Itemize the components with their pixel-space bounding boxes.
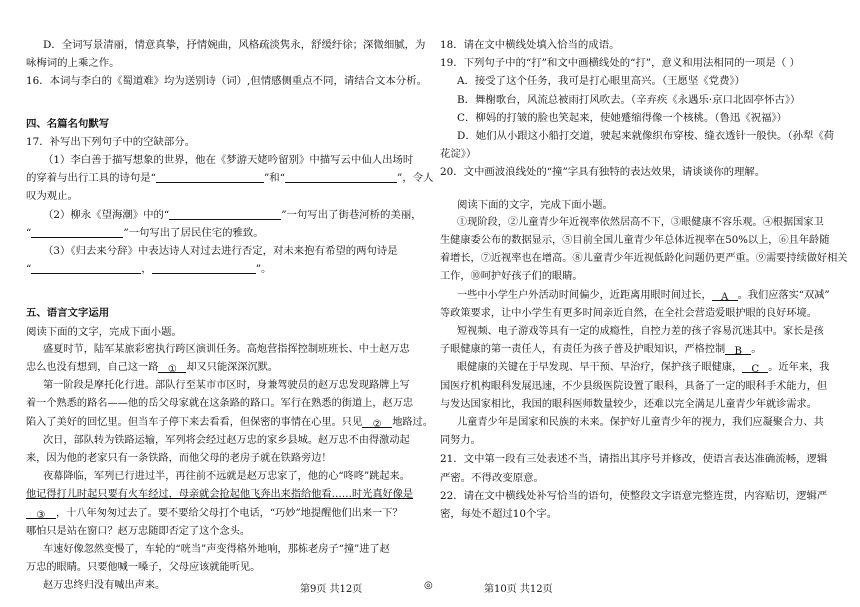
text: 。 (751, 344, 762, 356)
right-column (440, 36, 848, 523)
passage-line: 赵万忠终归没有喊出声来。 (43, 580, 166, 592)
q19-option-d-cont: 花淀》） (440, 148, 477, 161)
passage-line (26, 505, 416, 523)
blank-letter: B (734, 346, 742, 358)
passage-line: 盛夏时节，陆军某旅彩密执行跨区演训任务。高炮营指挥控制班班长、中士赵万忠 (43, 343, 410, 355)
text: ， (141, 263, 152, 276)
q17-part3-line1: （3）《归去来兮辞》中表达诗人对过去进行否定，对未来抱有希望的两句诗是 (43, 245, 398, 258)
passage2-line: ①现阶段，②儿童青少年近视率依然居高不下，③眼健康不容乐观。④根据国家卫 (457, 216, 824, 228)
passage2-line: 国医疗机构眼科发展迅速，不少县级医院设置了眼科，具备了一定的眼科手术能力，但 (440, 380, 828, 392)
text: 地路过。 (392, 416, 433, 428)
answer-blank[interactable] (152, 262, 256, 274)
blank-letter: A (721, 291, 729, 303)
passage-line: 着一个熟悉的路名——他的岳父母家就在这条路的路口。军行在熟悉的街道上，赵万忠 (26, 398, 414, 410)
passage-line: 夜幕降临，军列已行进过半，再往前不远就是赵万忠家了，他的心“咚咚”跳起来。 (43, 471, 410, 483)
passage2-line: 等政策要求，让中小学生有更多时间亲近自然，在全社会营造爱眼护眼的良好环境。 (440, 307, 817, 319)
text: “ (26, 226, 32, 239)
text: ，十八年匆匆过去了。要不要给父母打个电话，“巧妙”地提醒他们出来一下？ (56, 507, 403, 519)
passage-line: 哪怕只是站在窗口？赵万忠随即否定了这个念头。 (26, 525, 251, 537)
passage2-line (440, 287, 840, 305)
section-heading-4: 四、名篇名句默写 (26, 117, 110, 130)
passage-line (26, 359, 416, 377)
passage-line: 车速好像忽然变慢了，车轮的“咣当”声变得格外地响，那栋老房子“撞”进了赵 (43, 544, 390, 556)
text: ”。 (255, 263, 272, 276)
question-20: 20．文中画波浪线处的“撞”字具有独特的表达效果，请谈谈你的理解。 (440, 166, 766, 179)
passage2-line: 生健康委公布的数据显示，⑤目前全国儿童青少年总体近视率在50%以上，⑥且年龄随 (440, 235, 830, 247)
q17-part2-line1 (26, 206, 422, 224)
text: 的穿着与出行工具的诗句是“ (26, 172, 156, 185)
text: ”和“ (264, 172, 286, 185)
question-21-cont: 严密。不得改变原意。 (440, 471, 544, 484)
q17-part3-line2 (26, 260, 416, 278)
answer-blank[interactable] (285, 171, 397, 183)
text: 却又只能深深沉默。 (186, 362, 279, 374)
question-22-cont: 密，每处不超过10个字。 (440, 508, 558, 521)
question-17: 17．补写出下列句子中的空缺部分。 (26, 135, 196, 148)
passage2-line: 着增长，⑦近视率也在增高。⑧儿童青少年近视低龄化问题仍更严重。⑨需要持续做好相关 (440, 253, 848, 265)
passage2-line: 儿童青少年是国家和民族的未来。保护好儿童青少年的视力，我们应凝聚合力、共 (457, 417, 824, 429)
passage-line: 万忠的眼睛。只要他喊一嗓子，父母应该就能听见。 (26, 562, 261, 574)
blank-c[interactable] (742, 361, 768, 376)
q17-part1-line3: 叹为观止。 (26, 190, 78, 203)
blank-number: ③ (36, 509, 46, 521)
q17-part2-line2 (26, 224, 416, 242)
q15-option-d: D．全词写景清丽，情意真挚，抒情婉曲，风格疏淡隽永，舒缓纡徐；深微细腻，为 (43, 39, 426, 51)
blank-number: ② (372, 418, 382, 430)
text: 眼健康的关键在于早发现、早干预、早治疗，保护孩子眼健康， (457, 362, 743, 374)
text: 陷入了美好的回忆里。但当车子停下来去看看，但保密的事情在心里。只见 (26, 416, 363, 428)
question-16: 16．本词与李白的《蜀道难》均为送别诗（词）,但情感侧重点不同，请结合文本分析。 (26, 75, 427, 88)
text: （2）柳永《望海潮》中的“ (43, 208, 170, 221)
blank-b[interactable] (725, 343, 751, 358)
blank-2[interactable] (362, 416, 392, 428)
answer-blank[interactable] (31, 262, 141, 274)
passage-line: 来，因为他的老家只有一条铁路，而他父母的老房子就在铁路旁边！ (26, 453, 332, 465)
answer-blank[interactable] (156, 171, 264, 183)
question-18: 18．请在文中横线处填入恰当的成语。 (440, 39, 620, 51)
text: ”一句写出了居民住宅的雅致。 (123, 226, 264, 239)
q19-option-a: A．接受了这个任务，我可是打心眼里高兴。（王愿坚《党费》） (457, 75, 746, 88)
answer-blank[interactable] (31, 226, 123, 238)
page-number-left: 第9页 共12页 (300, 584, 363, 595)
q19-option-c: C．柳妈的打皱的脸也笑起来，使她蹙缩得像一个核桃。（鲁迅《祝福》） (457, 111, 788, 124)
passage2-line: 工作，⑩呵护好孩子们的眼睛。 (440, 271, 583, 283)
passage2-line (440, 359, 840, 377)
text: ”，令人 (397, 172, 434, 185)
blank-letter: C (751, 364, 760, 376)
passage2-line: 同努力。 (440, 435, 481, 447)
text: 子眼健康的第一责任人，有责任为孩子普及护眼知识，严格控制 (440, 344, 726, 356)
text: “ (26, 263, 32, 276)
page-number-right: 第10页 共12页 (484, 584, 553, 595)
q17-part1-line1: （1）李白善于描写想象的世界，他在《梦游天姥吟留别》中描写云中仙人出场时 (43, 154, 414, 167)
passage-line-underlined: 他记得打儿时起只要有火车经过，母亲就会抢起他飞奔出来指给他看……时光真好像是 (26, 489, 414, 501)
passage-line: 次日，部队转为铁路运输，军列将会经过赵万忠的家乡县城。赵万忠不由得激动起 (43, 434, 410, 446)
section-heading-5: 五、语言文字运用 (26, 307, 110, 320)
question-21: 21．文中第一段有三处表述不当，请指出其序号并修改，使语言表达准确流畅，逻辑 (440, 453, 828, 466)
q15-option-d-cont: 咏梅词的上乘之作。 (26, 57, 120, 70)
blank-3[interactable] (26, 507, 56, 519)
blank-a[interactable] (712, 289, 738, 301)
q19-option-d: D．她们从小跟这小船打交道，驶起来就像织布穿梭、缝衣透针一般快。（孙犁《荷 (457, 130, 835, 143)
q19-option-b: B．舞榭歌台，风流总被雨打风吹去。（辛弃疾《永遇乐·京口北固亭怀古》） (457, 93, 801, 106)
left-column (26, 36, 434, 596)
answer-blank[interactable] (169, 208, 281, 220)
text: 忠么也没有想到，自己这一路 (26, 362, 159, 374)
q17-part1-line2 (26, 169, 434, 187)
question-19: 19．下列句子中的“打”和文中画横线处的“打”，意义和用法相同的一项是（ ） (440, 57, 800, 70)
text: 。我们应落实“双减” (737, 289, 830, 301)
text: 。近年来，我 (768, 362, 830, 374)
reading-instruction: 阅读下面的文字，完成下面小题。 (26, 325, 182, 338)
passage-line: 第一阶段是摩托化行进。部队行至某市市区时，身兼驾驶员的赵万忠发现路牌上写 (43, 380, 410, 392)
passage2-line: 短视频、电子游戏等具有一定的成瘾性，自控力差的孩子容易沉迷其中。家长是孩 (457, 326, 824, 338)
binding-mark-icon: ◎ (424, 580, 433, 591)
text: ”一句写出了街巷河桥的美丽， (281, 208, 422, 221)
passage2-line (440, 341, 840, 359)
text: 一些中小学生户外活动时间偏少，近距离用眼时间过长， (457, 289, 712, 301)
blank-number: ① (167, 364, 177, 376)
blank-1[interactable] (158, 361, 186, 376)
question-22: 22．请在文中横线处补写恰当的语句，使整段文字语意完整连贯，内容贴切，逻辑严 (440, 489, 828, 502)
passage2-line: 与发达国家相比，我国的眼科医师数量较少，还难以完全满足儿童青少年就诊需求。 (440, 398, 817, 410)
passage-line (26, 414, 433, 432)
reading-instruction-2: 阅读下面的文字，完成下面小题。 (457, 198, 613, 211)
